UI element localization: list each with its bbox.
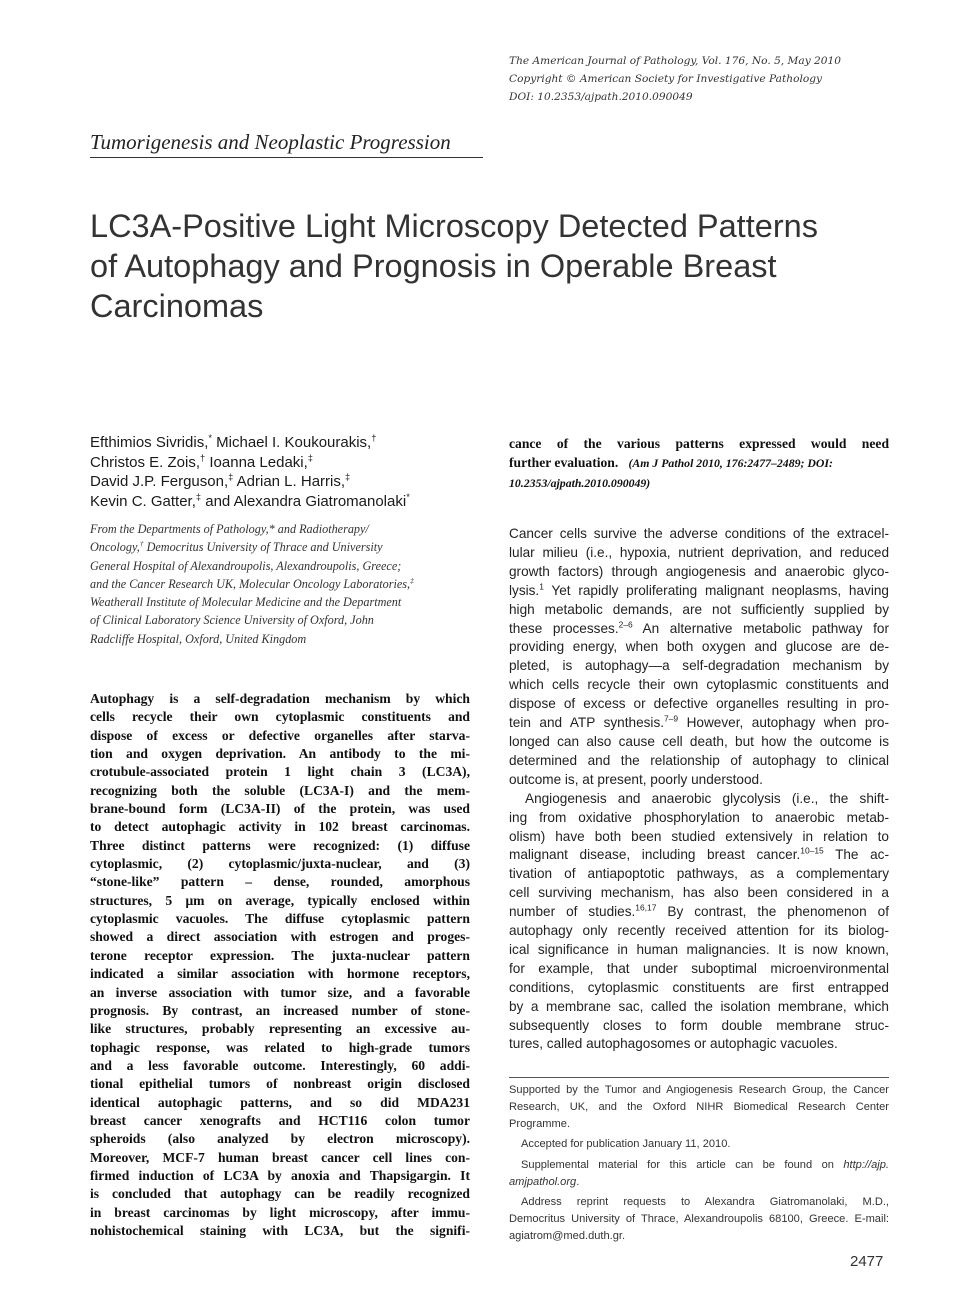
affiliation-mark: * — [208, 433, 212, 443]
body-text-span: high metabolic demands, are not sufficiently supplied by — [509, 601, 889, 617]
author-name: David J.P. Ferguson, — [90, 473, 229, 490]
body-line — [509, 884, 889, 903]
abstract-line: an inverse association with tumor size, and a favorable — [90, 984, 470, 1000]
section-heading: Tumorigenesis and Neoplastic Progression — [90, 130, 451, 154]
abstract-line: breast cancer xenografts and HCT116 colon tumor — [90, 1112, 470, 1128]
abstract-line: cytoplasmic, (2) cytoplasmic/juxta-nuclear, and (3) — [90, 856, 470, 872]
body-line — [509, 601, 889, 620]
body-line — [509, 638, 889, 657]
author-line — [90, 472, 480, 492]
body-line — [509, 563, 889, 582]
body-text-span: determined and the relationship of autophagy to clinical — [509, 752, 889, 768]
body-line — [509, 582, 889, 601]
affiliation-mark: ‡ — [228, 472, 234, 482]
affiliation-line: Radcliffe Hospital, Oxford, United Kingdom — [90, 631, 307, 646]
article-title — [90, 206, 890, 326]
author-name: Efthimios Sivridis, — [90, 434, 209, 451]
supplemental-link[interactable]: amjpathol.org — [509, 1175, 577, 1188]
body-line — [509, 771, 889, 790]
body-line — [509, 620, 889, 639]
affiliation-text: Oncology, — [90, 540, 140, 555]
body-text-span: By contrast, the phenomenon of — [656, 904, 889, 920]
supplemental-note — [509, 1157, 889, 1174]
affiliation-mark: ‡ — [307, 452, 313, 463]
reference-superscript[interactable]: 2–6 — [618, 619, 633, 629]
body-line — [509, 828, 889, 847]
body-line — [509, 544, 889, 563]
affiliation-line: Weatherall Institute of Molecular Medicine and the Department — [90, 595, 402, 610]
reference-superscript[interactable]: 1 — [539, 581, 544, 592]
body-line — [509, 941, 889, 960]
body-text-span: An alternative metabolic pathway for — [632, 620, 890, 636]
author-line — [90, 453, 480, 473]
email-link[interactable]: agiatrom@med.duth.gr. — [509, 1230, 626, 1243]
body-line — [509, 865, 889, 884]
body-text-span: providing energy, when both oxygen and glucose are de- — [509, 639, 889, 655]
abstract-line: in breast carcinomas by light microscopy, after immu- — [90, 1204, 470, 1220]
supplemental-text: Supplemental material for this article can be found on — [521, 1158, 834, 1171]
author-line — [90, 433, 480, 453]
body-text-span: these processes. — [509, 620, 619, 636]
funding-note: Research, UK, and the Oxford NIHR Biomedical Research Center — [509, 1101, 889, 1114]
author-name: Kevin C. Gatter, — [90, 492, 196, 510]
body-text-span: Angiogenesis and anaerobic glycolysis (i.e., the shift- — [525, 790, 889, 806]
affiliation-mark: * — [406, 491, 410, 502]
abstract-line: firmed induction of LC3A by anoxia and Thapsigargin. It — [90, 1167, 470, 1183]
body-line — [509, 752, 889, 771]
author-name: Christos E. Zois, — [90, 453, 201, 471]
author-name: and Alexandra Giatromanolaki — [205, 492, 407, 510]
footnote-rule — [509, 1077, 889, 1078]
body-text-span: malignant disease, including breast cancer. — [509, 847, 801, 863]
body-text-span: tivation of antiapoptotic pathways, as a complementary — [509, 866, 889, 882]
abstract-line: is concluded that autophagy can be readily recognized — [90, 1186, 470, 1202]
body-text-span: outcome is, at present, poorly understood. — [509, 771, 763, 787]
affiliation-mark: ‡ — [410, 575, 414, 585]
author-name: Michael I. Koukourakis, — [216, 434, 372, 451]
page-number: 2477 — [850, 1253, 884, 1270]
reference-superscript[interactable]: 7–9 — [664, 713, 679, 724]
abstract-line: indicated a similar association with hormone receptors, — [90, 966, 470, 982]
affiliation-mark: ‡ — [345, 472, 351, 482]
body-text-span: by a membrane sac, called the isolation membrane, which — [509, 998, 889, 1014]
abstract-line: tional epithelial tumors of nonbreast origin disclosed — [90, 1076, 470, 1092]
abstract-line: terone receptor expression. The juxta-nuclear pattern — [90, 947, 470, 963]
abstract-line: brane-bound form (LC3A-II) of the protein, was used — [90, 801, 470, 817]
affiliation-text: and the Cancer Research UK, Molecular Oncology Laboratories, — [90, 576, 411, 591]
author-list — [90, 433, 480, 511]
body-text-span: lular milieu (i.e., hypoxia, nutrient deprivation, and reduced — [509, 544, 889, 560]
affiliation-mark: † — [139, 539, 144, 549]
abstract-line: crotubule-associated protein 1 light chain 3 (LC3A), — [90, 764, 470, 780]
body-text-span: tein and ATP synthesis. — [509, 715, 665, 731]
body-line — [509, 998, 889, 1017]
reference-superscript[interactable]: 10–15 — [800, 845, 824, 856]
journal-doi: DOI: 10.2353/ajpath.2010.090049 — [509, 91, 693, 103]
title-line: Carcinomas — [90, 288, 264, 324]
abstract-line: Autophagy is a self-degradation mechanism by which — [90, 691, 470, 706]
journal-copyright: Copyright © American Society for Investigative Pathology — [509, 73, 822, 85]
body-line — [509, 525, 889, 544]
abstract-continued — [509, 434, 889, 493]
abstract-line: like structures, probably representing an excessive au- — [90, 1021, 470, 1037]
body-text-span: However, autophagy when pro- — [678, 715, 889, 731]
section-heading-rule — [90, 157, 483, 158]
abstract-line: prognosis. By contrast, an increased number of stone- — [90, 1002, 470, 1018]
accepted-note: Accepted for publication January 11, 2010. — [521, 1138, 731, 1151]
article-doi: 10.2353/ajpath.2010.090049) — [509, 476, 651, 490]
affiliation-line — [90, 575, 475, 593]
body-line — [509, 1035, 889, 1054]
affiliation-mark: ‡ — [195, 491, 202, 502]
abstract-line: recognizing both the soluble (LC3A-I) and the mem- — [90, 782, 470, 798]
body-text — [509, 525, 889, 1054]
address-note: Democritus University of Thrace, Alexandroupolis 68100, Greece. E-mail: — [509, 1213, 889, 1226]
abstract-line: Moreover, MCF-7 human breast cancer cell lines con- — [90, 1149, 470, 1165]
abstract-line: tion and oxygen deprivation. An antibody to the mi- — [90, 746, 470, 762]
affiliation-line: General Hospital of Alexandroupolis, Alexandroupolis, Greece; — [90, 558, 402, 573]
affiliation-mark: † — [371, 433, 377, 443]
abstract-line: cytoplasmic vacuoles. The diffuse cytoplasmic pattern — [90, 911, 470, 927]
body-line — [509, 960, 889, 979]
funding-note: Programme. — [509, 1118, 571, 1131]
abstract-line: identical autophagic patterns, and so did MDA231 — [90, 1094, 470, 1110]
supplemental-note: amjpathol.org. — [509, 1175, 580, 1188]
body-text-span: Yet rapidly proliferating malignant neoplasms, having — [543, 582, 889, 598]
author-line — [90, 492, 480, 512]
body-line — [509, 922, 889, 941]
body-text-span: dispose of excess or defective organelles resulting in pro- — [509, 696, 889, 712]
body-line — [509, 1017, 889, 1036]
abstract-line: nohistochemical staining with LC3A, but the signifi- — [90, 1222, 470, 1238]
body-text-span: ing from oxidative phosphorylation to anaerobic metab- — [509, 809, 889, 825]
funding-note: Supported by the Tumor and Angiogenesis Research Group, the Cancer — [509, 1084, 889, 1096]
abstract-line: to detect autophagic activity in 102 breast carcinomas. — [90, 819, 470, 835]
body-text-span: ical significance in human malignancies. It is now known, — [509, 941, 889, 957]
body-line — [509, 676, 889, 695]
body-text-span: The ac- — [823, 847, 889, 863]
abstract-line: spheroids (also analyzed by electron microscopy). — [90, 1131, 470, 1147]
affiliation-line: of Clinical Laboratory Science University of Oxford, John — [90, 613, 374, 628]
affiliation-line: From the Departments of Pathology,* and Radiotherapy/ — [90, 522, 369, 536]
abstract-line: tophagic response, was related to high-grade tumors — [90, 1039, 470, 1055]
body-text-span: olism) have both been studied extensively in relation to — [509, 828, 889, 844]
abstract — [90, 690, 470, 1240]
author-name: Ioanna Ledaki, — [209, 453, 308, 471]
affiliation-text: Democritus University of Thrace and University — [143, 540, 383, 555]
body-line — [509, 903, 889, 922]
body-text-span: for example, that under suboptimal microenvironmental — [509, 960, 889, 976]
title-line: of Autophagy and Prognosis in Operable Breast — [90, 248, 777, 284]
body-line — [509, 714, 889, 733]
author-name: Adrian L. Harris, — [236, 473, 346, 490]
body-text-span: growth factors) through angiogenesis and anaerobic glyco- — [509, 563, 889, 579]
affiliations — [90, 520, 475, 648]
footnotes — [509, 1082, 889, 1245]
body-line — [509, 657, 889, 676]
abstract-line: and a less favorable outcome. Interestingly, 60 addi- — [90, 1057, 470, 1073]
abstract-line: showed a direct association with estrogen and proges- — [90, 929, 470, 945]
abstract-line: cells recycle their own cytoplasmic constituents and — [90, 709, 470, 725]
body-text-span: number of studies. — [509, 904, 636, 920]
journal-header — [509, 52, 929, 106]
abstract-line: dispose of excess or defective organelles after starva- — [90, 727, 470, 743]
body-text-span: which cells recycle their own cytoplasmic constituents and — [509, 677, 889, 693]
title-line: LC3A-Positive Light Microscopy Detected Patterns — [90, 208, 818, 244]
body-line — [509, 809, 889, 828]
journal-citation: The American Journal of Pathology, Vol. 176, No. 5, May 2010 — [509, 55, 842, 67]
abstract-line: Three distinct patterns were recognized: (1) diffuse — [90, 837, 470, 853]
article-citation: (Am J Pathol 2010, 176:2477–2489; DOI: — [628, 456, 833, 470]
affiliation-mark: † — [200, 452, 206, 463]
body-line — [509, 790, 889, 809]
body-text-span: longed can also cause cell death, but how the outcome is — [509, 733, 889, 749]
body-text-span: autophagy only recently received attention for its biolog- — [509, 923, 889, 939]
supplemental-link[interactable]: http://ajp. — [843, 1158, 889, 1171]
abstract-line: structures, 5 μm on average, typically enclosed within — [90, 892, 470, 908]
address-note: Address reprint requests to Alexandra Giatromanolaki, M.D., — [521, 1196, 889, 1209]
body-line — [509, 695, 889, 714]
body-text-span: Cancer cells survive the adverse conditions of the extracel- — [509, 526, 889, 541]
abstract-text: further evaluation. — [509, 455, 619, 470]
body-line — [509, 733, 889, 752]
body-text-span: subsequently closes to form double membrane struc- — [509, 1017, 889, 1033]
reference-superscript[interactable]: 16,17 — [635, 902, 657, 913]
abstract-line — [509, 453, 889, 473]
body-text-span: pleted, is autophagy—a self-degradation mechanism by — [509, 658, 889, 674]
abstract-line — [509, 473, 889, 493]
body-text-span: cell surviving mechanism, has also been considered in a — [509, 885, 889, 901]
body-line — [509, 979, 889, 998]
affiliation-line — [90, 538, 475, 556]
body-text-span: lysis. — [509, 582, 540, 598]
body-text-span: tures, called autophagosomes or autophagic vacuoles. — [509, 1036, 838, 1052]
abstract-line: cance of the various patterns expressed would need — [509, 436, 889, 451]
body-line — [509, 846, 889, 865]
body-text-span: conditions, cytoplasmic constituents are first entrapped — [509, 979, 889, 995]
abstract-line: “stone-like” pattern – dense, rounded, amorphous — [90, 874, 470, 890]
